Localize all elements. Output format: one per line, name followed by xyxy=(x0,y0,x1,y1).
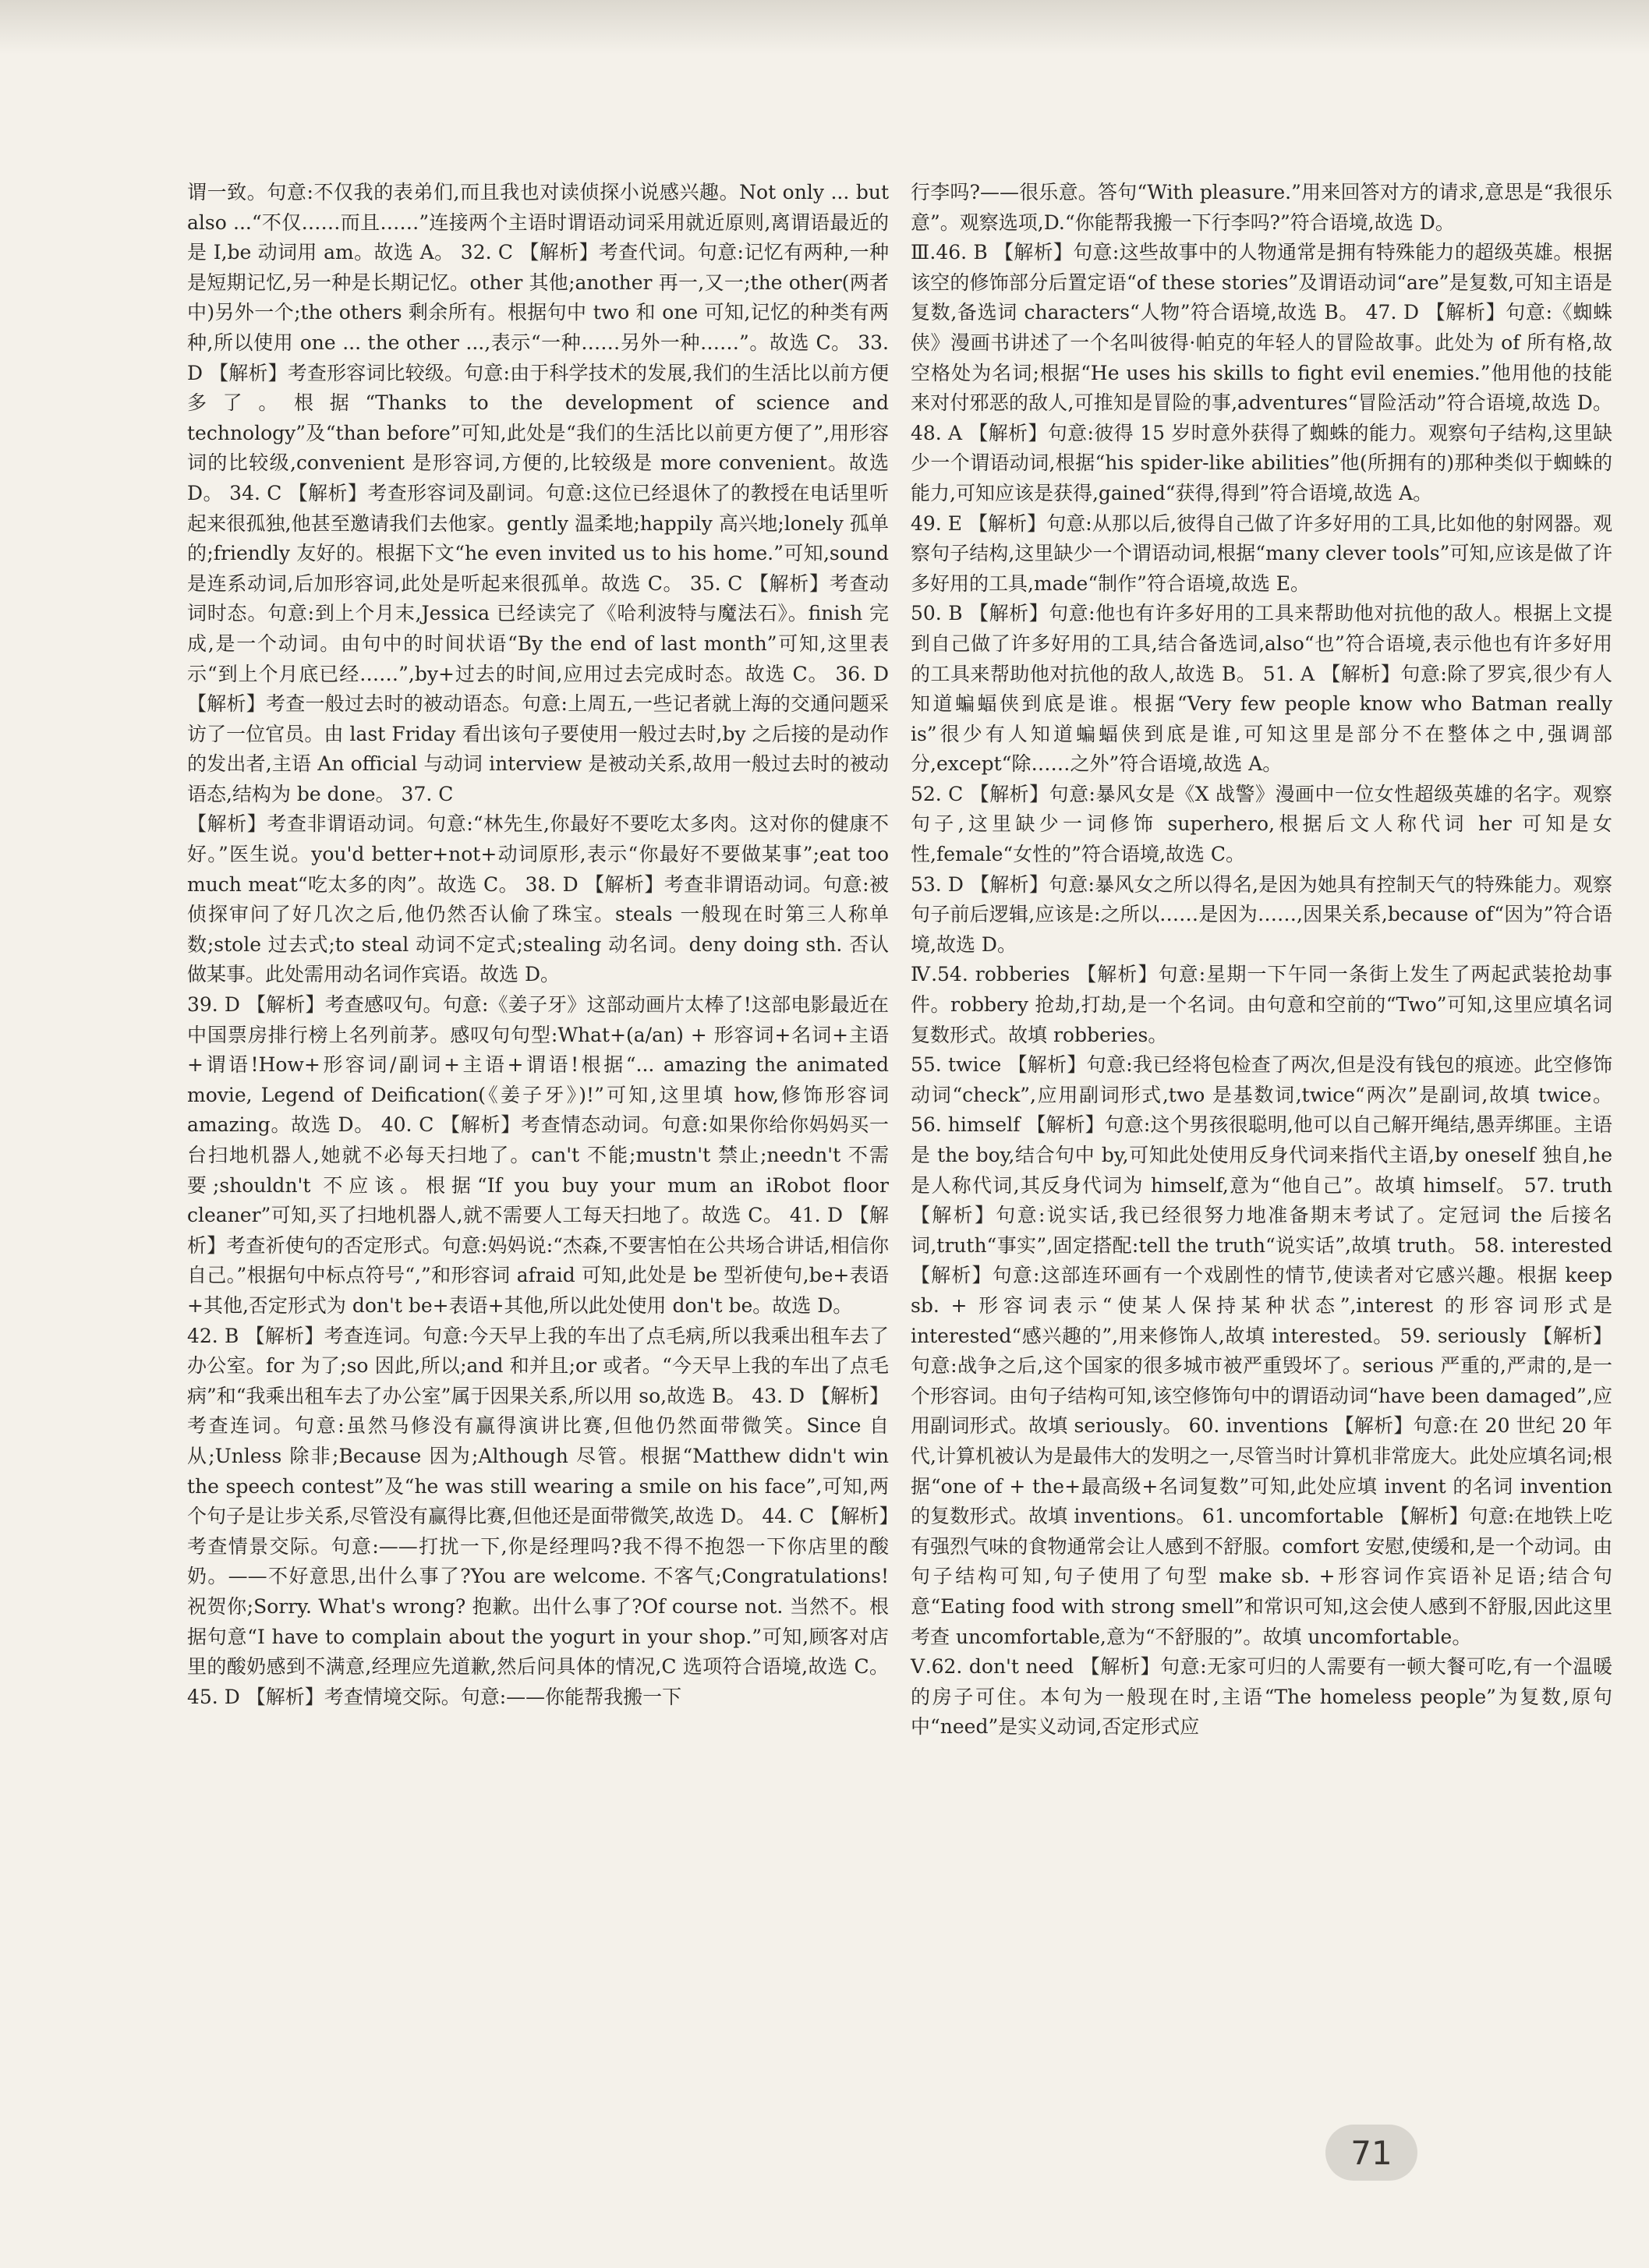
right-column xyxy=(911,178,1612,1743)
paragraph: 【解析】考查非谓语动词。句意:“林先生,你最好不要吃太多肉。这对你的健康不好。”医生说。you'd better+not+动词原形,表示“你最好不要做某事”;eat too much meat“吃太多的肉”。故选 C。 38. D 【解析】考查非谓语动词。句意:被侦探审问了好几次之后,他仍然否认偷了珠宝。steals 一般现在时第三人称单数;stole 过去式;to steal 动词不定式;stealing 动名词。deny doing sth. 否认做某事。此处需用动名词作宾语。故选 D。 xyxy=(187,812,889,986)
paragraph: 52. C 【解析】句意:暴风女是《X 战警》漫画中一位女性超级英雄的名字。观察句子,这里缺少一词修饰 superhero,根据后文人称代词 her 可知是女性,female“女性的”符合语境,故选 C。 xyxy=(911,782,1612,866)
paragraph: 49. E 【解析】句意:从那以后,彼得自己做了许多好用的工具,比如他的射网器。观察句子结构,这里缺少一个谓语动词,根据“many clever tools”可知,应该是做了许多好用的工具,made“制作”符合语境,故选 E。 xyxy=(911,511,1612,595)
paragraph: Ⅲ.46. B 【解析】句意:这些故事中的人物通常是拥有特殊能力的超级英雄。根据该空的修饰部分后置定语“of these stories”及谓语动词“are”是复数,可知主语是复数,备选词 characters“人物”符合语境,故选 B。 47. D 【解析】句意:《蜘蛛侠》漫画书讲述了一个名叫彼得·帕克的年轻人的冒险故事。此处为 of 所有格,故空格处为名词;根据“He uses his skills to fight evil enemies.”他用他的技能来对付邪恶的敌人,可推知是冒险的事,adventures“冒险活动”符合语境,故选 D。 48. A 【解析】句意:彼得 15 岁时意外获得了蜘蛛的能力。观察句子结构,这里缺少一个谓语动词,根据“his spider-like abilities”他(所拥有的)那种类似于蜘蛛的能力,可知应该是获得,gained“获得,得到”符合语境,故选 A。 xyxy=(911,241,1612,504)
paragraph: 谓一致。句意:不仅我的表弟们,而且我也对读侦探小说感兴趣。Not only ... but also ...“不仅……而且……”连接两个主语时谓语动词采用就近原则,离谓语最近的是 I,be 动词用 am。故选 A。 32. C 【解析】考查代词。句意:记忆有两种,一种是短期记忆,另一种是长期记忆。other 其他;another 再一,又一;the other(两者中)另外一个;the others 剩余所有。根据句中 two 和 one 可知,记忆的种类有两种,所以使用 one ... the other ...,表示“一种……另外一种……”。故选 C。 33. D 【解析】考查形容词比较级。句意:由于科学技术的发展,我们的生活比以前方便多了。根据“Thanks to the development of science and technology”及“than before”可知,此处是“我们的生活比以前更方便了”,用形容词的比较级,convenient 是形容词,方便的,比较级是 more convenient。故选 D。 34. C 【解析】考查形容词及副词。句意:这位已经退休了的教授在电话里听起来很孤独,他甚至邀请我们去他家。gently 温柔地;happily 高兴地;lonely 孤单的;friendly 友好的。根据下文“he even invited us to his home.”可知,sound 是连系动词,后加形容词,此处是听起来很孤单。故选 C。 35. C 【解析】考查动词时态。句意:到上个月末,Jessica 已经读完了《哈利波特与魔法石》。finish 完成,是一个动词。由句中的时间状语“By the end of last month”可知,这里表示“到上个月底已经……”,by+过去的时间,应用过去完成时态。故选 C。 36. D 【解析】考查一般过去时的被动语态。句意:上周五,一些记者就上海的交通问题采访了一位官员。由 last Friday 看出该句子要使用一般过去时,by 之后接的是动作的发出者,主语 An official 与动词 interview 是被动关系,故用一般过去时的被动语态,结构为 be done。 37. C xyxy=(187,181,889,805)
paragraph: 行李吗?——很乐意。答句“With pleasure.”用来回答对方的请求,意思是“我很乐意”。观察选项,D.“你能帮我搬一下行李吗?”符合语境,故选 D。 xyxy=(911,181,1612,234)
paragraph: Ⅳ.54. robberies 【解析】句意:星期一下午同一条街上发生了两起武装抢劫事件。robbery 抢劫,打劫,是一个名词。由句意和空前的“Two”可知,这里应填名词复数形式。故填 robberies。 xyxy=(911,963,1612,1046)
paragraph: Ⅴ.62. don't need 【解析】句意:无家可归的人需要有一顿大餐可吃,有一个温暖的房子可住。本句为一般现在时,主语“The homeless people”为复数,原句中“need”是实义动词,否定形式应 xyxy=(911,1655,1612,1739)
paragraph: 50. B 【解析】句意:他也有许多好用的工具来帮助他对抗他的敌人。根据上文提到自己做了许多好用的工具,结合备选词,also“也”符合语境,表示他也有许多好用的工具来帮助他对抗他的敌人,故选 B。 51. A 【解析】句意:除了罗宾,很少有人知道蝙蝠侠到底是谁。根据“Very few people know who Batman really is”很少有人知道蝙蝠侠到底是谁,可知这里是部分不在整体之中,强调部分,except“除……之外”符合语境,故选 A。 xyxy=(911,602,1612,776)
paragraph: 39. D 【解析】考查感叹句。句意:《姜子牙》这部动画片太棒了!这部电影最近在中国票房排行榜上名列前茅。感叹句句型:What+(a/an) + 形容词+名词+主语+谓语!How+形容词/副词+主语+谓语!根据“... amazing the animated movie, Legend of Deification(《姜子牙》)!”可知,这里填 how,修饰形容词 amazing。故选 D。 40. C 【解析】考查情态动词。句意:如果你给你妈妈买一台扫地机器人,她就不必每天扫地了。can't 不能;mustn't 禁止;needn't 不需要;shouldn't 不应该。根据“If you buy your mum an iRobot floor cleaner”可知,买了扫地机器人,就不需要人工每天扫地了。故选 C。 41. D 【解析】考查祈使句的否定形式。句意:妈妈说:“杰森,不要害怕在公共场合讲话,相信你自己。”根据句中标点符号“,”和形容词 afraid 可知,此处是 be 型祈使句,be+表语+其他,否定形式为 don't be+表语+其他,所以此处使用 don't be。故选 D。 xyxy=(187,993,889,1317)
page-number: 71 xyxy=(1325,2125,1417,2181)
paragraph: 55. twice 【解析】句意:我已经将包检查了两次,但是没有钱包的痕迹。此空修饰动词“check”,应用副词形式,two 是基数词,twice“两次”是副词,故填 twice。 56. himself 【解析】句意:这个男孩很聪明,他可以自己解开绳结,愚弄绑匪。主语是 the boy,结合句中 by,可知此处使用反身代词来指代主语,by oneself 独自,he 是人称代词,其反身代词为 himself,意为“他自己”。故填 himself。 57. truth 【解析】句意:说实话,我已经很努力地准备期末考试了。定冠词 the 后接名词,truth“事实”,固定搭配:tell the truth“说实话”,故填 truth。 58. interested 【解析】句意:这部连环画有一个戏剧性的情节,使读者对它感兴趣。根据 keep sb. + 形容词表示“使某人保持某种状态”,interest 的形容词形式是 interested“感兴趣的”,用来修饰人,故填 interested。 59. seriously 【解析】句意:战争之后,这个国家的很多城市被严重毁坏了。serious 严重的,严肃的,是一个形容词。由句子结构可知,该空修饰句中的谓语动词“have been damaged”,应用副词形式。故填 seriously。 60. inventions 【解析】句意:在 20 世纪 20 年代,计算机被认为是最伟大的发明之一,尽管当时计算机非常庞大。此处应填名词;根据“one of + the+最高级+名词复数”可知,此处应填 invent 的名词 invention 的复数形式。故填 inventions。 61. uncomfortable 【解析】句意:在地铁上吃有强烈气味的食物通常会让人感到不舒服。comfort 安慰,使缓和,是一个动词。由句子结构可知,句子使用了句型 make sb. +形容词作宾语补足语;结合句意“Eating food with strong smell”和常识可知,这会使人感到不舒服,因此这里考查 uncomfortable,意为“不舒服的”。故填 uncomfortable。 xyxy=(911,1053,1612,1648)
paragraph: 42. B 【解析】考查连词。句意:今天早上我的车出了点毛病,所以我乘出租车去了办公室。for 为了;so 因此,所以;and 和并且;or 或者。“今天早上我的车出了点毛病”和“我乘出租车去了办公室”属于因果关系,所以用 so,故选 B。 43. D 【解析】考查连词。句意:虽然马修没有赢得演讲比赛,但他仍然面带微笑。Since 自从;Unless 除非;Because 因为;Although 尽管。根据“Matthew didn't win the speech contest”及“he was still wearing a smile on his face”,可知,两个句子是让步关系,尽管没有赢得比赛,但他还是面带微笑,故选 D。 44. C 【解析】考查情景交际。句意:——打扰一下,你是经理吗?我不得不抱怨一下你店里的酸奶。——不好意思,出什么事了?You are welcome. 不客气;Congratulations! 祝贺你;Sorry. What's wrong? 抱歉。出什么事了?Of course not. 当然不。根据句意“I have to complain about the yogurt in your shop.”可知,顾客对店里的酸奶感到不满意,经理应先道歉,然后问具体的情况,C 选项符合语境,故选 C。 45. D 【解析】考查情境交际。句意:——你能帮我搬一下 xyxy=(187,1324,890,1708)
scan-top-shadow xyxy=(0,0,1649,55)
paragraph: 53. D 【解析】句意:暴风女之所以得名,是因为她具有控制天气的特殊能力。观察句子前后逻辑,应该是:之所以……是因为……,因果关系,because of“因为”符合语境,故选 D。 xyxy=(911,872,1612,956)
left-column xyxy=(187,178,889,1712)
